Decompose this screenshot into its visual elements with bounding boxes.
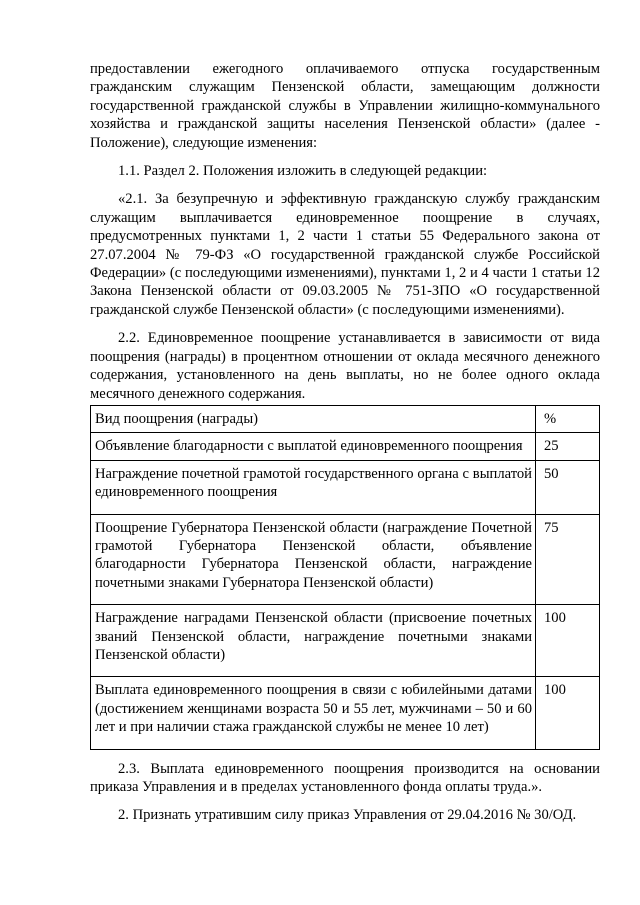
reward-percent-cell: 100 [536,677,600,749]
document-page [90,60,600,825]
table-row [91,460,600,514]
table-row [91,514,600,605]
reward-percent-cell: 25 [536,433,600,460]
rewards-table [90,405,600,750]
table-header-row [91,405,600,432]
table-row [91,677,600,749]
paragraph-2-1: «2.1. За безупречную и эффективную гражданскую службу гражданским служащим выплачивается единовременное поощрение в случаях, предусмотренных пунктами 1, 2 части 1 статьи 55 Федерального закона от 27.07.2004 № 79-ФЗ «О государственной гражданской службе Российской Федерации» (с последующими изменениями), пунктами 1, 2 и 4 части 1 статьи 12 Закона Пензенской области от 09.03.2005 № 751-ЗПО «О государственной гражданской службе Пензенской области» (с последующими изменениями). [90,191,600,318]
paragraph-2-2: 2.2. Единовременное поощрение устанавливается в зависимости от вида поощрения (награды) в процентном отношении от оклада месячного денежного содержания, установленного на день выплаты, но не более одного оклада месячного денежного содержания. [90,330,600,402]
reward-type-cell: Награждение почетной грамотой государственного органа с выплатой единовременного поощрения [91,460,536,514]
header-percent-cell: % [536,405,600,432]
reward-type-cell: Выплата единовременного поощрения в связи с юбилейными датами (достижением женщинами возраста 50 и 55 лет, мужчинами – 50 и 60 лет и при наличии стажа гражданской службы не менее 10 лет) [91,677,536,749]
reward-type-cell: Объявление благодарности с выплатой единовременного поощрения [91,433,536,460]
paragraph-1-1: 1.1. Раздел 2. Положения изложить в следующей редакции: [118,163,488,180]
reward-percent-cell: 50 [536,460,600,514]
paragraph-2-3: 2.3. Выплата единовременного поощрения производится на основании приказа Управления и в пределах установленного фонда оплаты труда.». [90,760,600,795]
reward-percent-cell: 100 [536,605,600,677]
reward-percent-cell: 75 [536,514,600,605]
reward-type-cell: Награждение наградами Пензенской области (присвоение почетных званий Пензенской области, награждение почетными знаками Пензенской области) [91,605,536,677]
reward-type-cell: Поощрение Губернатора Пензенской области (награждение Почетной грамотой Губернатора Пензенской области, объявление благодарности Губернатора Пензенской области, награждение почетными знаками Губернатора Пензенской области) [91,514,536,605]
intro-paragraph: предоставлении ежегодного оплачиваемого отпуска государственным гражданским служащим Пензенской области, замещающим должности государственной гражданской службы в Управлении жилищно-коммунального хозяйства и гражданской защиты населения Пензенской области» (далее - Положение), следующие изменения: [90,61,600,151]
table-row [91,605,600,677]
paragraph-2: 2. Признать утратившим силу приказ Управления от 29.04.2016 № 30/ОД. [118,807,577,824]
header-type-cell: Вид поощрения (награды) [91,405,536,432]
table-row [91,433,600,460]
